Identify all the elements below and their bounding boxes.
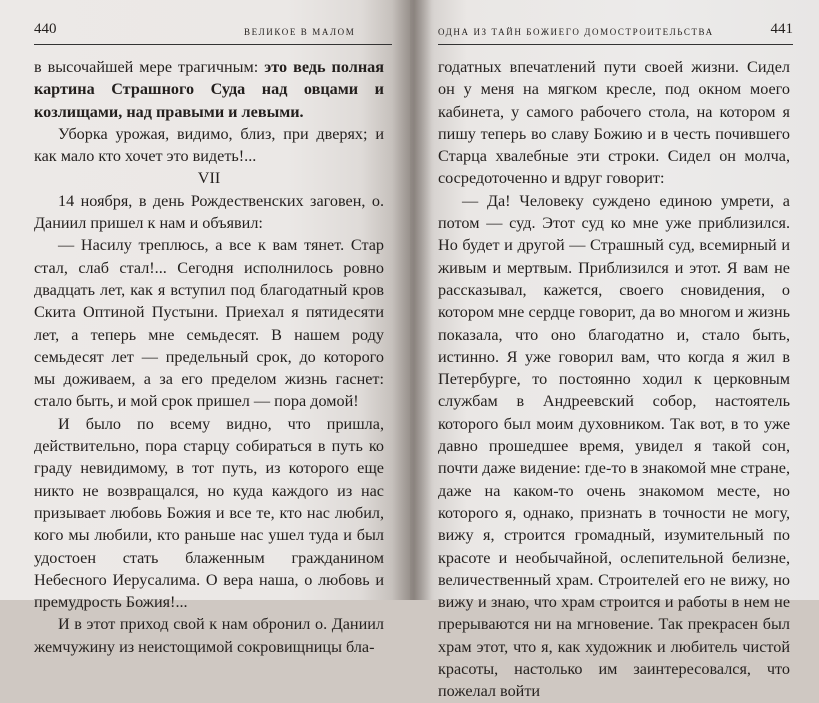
right-page [410, 0, 819, 701]
paragraph: годатных впечатлений пути своей жизни. Сидел он у меня на мягком кресле, под окном моего кабинета, у самого рабочего стола, на котором я пишу теперь во славу Божию и в честь почившего Старца хвалебные эти строки. Сидел он молча, сосредоточенно и вдруг говорит: [438, 58, 790, 188]
right-page-header [438, 21, 793, 45]
paragraph-bold: это ведь полная картина Страшного Суда над овцами и козлищами, над правыми и левыми. [34, 58, 384, 121]
left-page-text [34, 56, 384, 658]
paragraph: — Да! Человеку суждено единою умрети, а потом — суд. Этот суд ко мне уже приблизился. Но будет и другой — Страшный суд, всемирный и живым и мертвым. Приблизился и этот. Я вам не рассказывал, кажется, своего сновидения, о котором мне сердце говорит, да во многом и жизнь показала, что оно благодатно и, стало быть, истинно. Я уже говорил вам, что когда я жил в Петербурге, то постоянно ходил к церковным службам в Андреевский собор, настоятель которого был моим духовником. Так вот, в то уже давно прошедшее время, увидел я такой сон, почти даже видение: где-то в знакомой мне стране, даже на каком-то очень знакомом месте, но которого я, однако, признать в точности не могу, вижу я, строится громадный, изумительный по красоте и необычайной, ослепительной белизне, величественный храм. Строителей его не вижу, но вижу и знаю, что храм строится и работы в нем не прерываются ни на мгновение. Так прекрасен был храм этот, что я, как художник и любитель чистой красоты, настолько им заинтересовался, что пожелал войти [438, 191, 790, 701]
running-head-right: ОДНА ИЗ ТАЙН БОЖИЕГО ДОМОСТРОИТЕЛЬСТВА [438, 27, 714, 37]
left-page [0, 0, 410, 656]
paragraph: 14 ноября, в день Рождественских заговен, о. Даниил пришел к нам и объявил: [34, 191, 384, 233]
left-page-header [34, 21, 392, 45]
header-rule-left [34, 44, 392, 45]
paragraph: — Насилу треплюсь, а все к вам тянет. Стар стал, слаб стал!... Сегодня исполнилось ровно двадцать лет, как я вступил под благодатный кров Скита Оптиной Пустыни. Приехал я пятидесяти лет, а теперь мне семьдесят. В нашем роду семьдесят лет — предельный срок, до которого мы доживаем, а за его пределом жизнь гаснет: стало быть, и мой срок пришел — пора домой! [34, 236, 384, 411]
header-rule-right [438, 44, 793, 45]
page-number-right: 441 [770, 21, 793, 37]
paragraph: И было по всему видно, что пришла, действительно, пора старцу собираться в путь ко граду невидимому, в тот путь, из которого еще никто не возвращался, но куда каждого из нас призывает любовь Божия и все те, кто нас любил, кого мы любили, кто раньше нас ушел туда и был удостоен стать блаженным гражданином Небесного Иерусалима. О вера наша, о любовь и премудрость Божия!... [34, 414, 384, 612]
chapter-heading: VII [197, 169, 221, 188]
paragraph-plain: в высочайшей мере трагичным: [34, 58, 265, 76]
page-number-left: 440 [34, 21, 57, 37]
paragraph: Уборка урожая, видимо, близ, при дверях; и как мало кто хочет это видеть!... [34, 124, 384, 166]
paragraph: И в этот приход свой к нам обронил о. Даниил жемчужину из неистощимой сокровищницы бла- [34, 615, 384, 656]
running-head-left: ВЕЛИКОЕ В МАЛОМ [244, 27, 356, 37]
right-page-text [438, 56, 790, 703]
paragraph [34, 56, 384, 123]
